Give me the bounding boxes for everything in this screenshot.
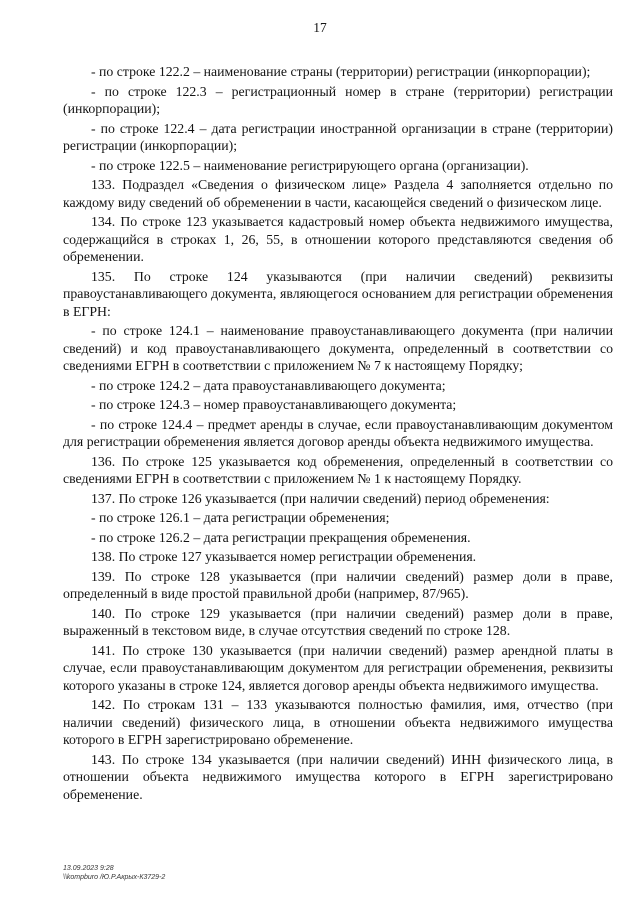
paragraph-124-2: - по строке 124.2 – дата правоустанавливающего документа; bbox=[91, 377, 446, 393]
print-timestamp: 13.09.2023 9:28 bbox=[63, 865, 114, 872]
paragraph-143: 143. По строке 134 указывается (при наличии сведений) ИНН физического лица, в отношении объекта недвижимого имущества которого в ЕГРН зарегистрировано обременение. bbox=[63, 751, 613, 802]
paragraph-134: 134. По строке 123 указывается кадастровый номер объекта недвижимого имущества, содержащийся в строках 1, 26, 55, в отношении которого представляются сведения об обременении. bbox=[63, 214, 613, 264]
paragraph-124-4: - по строке 124.4 – предмет аренды в случае, если правоустанавливающим документом для регистрации обременения является договор аренды объекта недвижимого имущества. bbox=[63, 416, 613, 449]
paragraph-122-5: - по строке 122.5 – наименование регистрирующего органа (организации). bbox=[91, 157, 529, 173]
document-body bbox=[63, 63, 613, 805]
paragraph-136: 136. По строке 125 указывается код обременения, определенный в соответствии со сведениями ЕГРН в соответствии с приложением № 1 к настоящему Порядку. bbox=[63, 453, 613, 486]
paragraph-126-1: - по строке 126.1 – дата регистрации обременения; bbox=[91, 510, 390, 525]
paragraph-124-1: - по строке 124.1 – наименование правоустанавливающего документа (при наличии сведений) и код правоустанавливающего документа, определенный в соответствии со сведениями ЕГРН в соответствии с приложением № 7 к настоящему Порядку; bbox=[63, 323, 613, 373]
paragraph-126-2: - по строке 126.2 – дата регистрации прекращения обременения. bbox=[91, 529, 471, 545]
paragraph-122-3: - по строке 122.3 – регистрационный номер в стране (территории) регистрации (инкорпорации); bbox=[63, 83, 613, 116]
paragraph-139: 139. По строке 128 указывается (при наличии сведений) размер доли в праве, определенный в виде простой правильной дроби (например, 87/965). bbox=[63, 568, 613, 601]
paragraph-141: 141. По строке 130 указывается (при наличии сведений) размер арендной платы в случае, если правоустанавливающим документом для регистрации обременения, реквизиты которого указаны в строке 124, является договор аренды объекта недвижимого имущества. bbox=[63, 642, 613, 693]
paragraph-140: 140. По строке 129 указывается (при наличии сведений) размер доли в праве, выраженный в текстовом виде, в случае отсутствия сведений по строке 128. bbox=[63, 605, 613, 638]
print-file-path: \\kompburo /Ю.Р.Акрых-К3729-2 bbox=[63, 874, 166, 881]
paragraph-122-4: - по строке 122.4 – дата регистрации иностранной организации в стране (территории) регистрации (инкорпорации); bbox=[63, 120, 613, 153]
page-number: 17 bbox=[313, 20, 327, 35]
paragraph-135: 135. По строке 124 указываются (при наличии сведений) реквизиты правоустанавливающего документа, являющегося основанием для регистрации обременения в ЕГРН: bbox=[63, 268, 613, 319]
paragraph-133: 133. Подраздел «Сведения о физическом лице» Раздела 4 заполняется отдельно по каждому виду сведений об обременении в части, касающейся сведений о физическом лице. bbox=[63, 177, 613, 210]
print-stamp bbox=[63, 864, 165, 882]
paragraph-138: 138. По строке 127 указывается номер регистрации обременения. bbox=[91, 549, 477, 564]
paragraph-124-3: - по строке 124.3 – номер правоустанавливающего документа; bbox=[91, 397, 457, 412]
paragraph-137: 137. По строке 126 указывается (при наличии сведений) период обременения: bbox=[91, 490, 550, 506]
paragraph-142: 142. По строкам 131 – 133 указываются полностью фамилия, имя, отчество (при наличии сведений) физического лица, в отношении объекта недвижимого имущества которого в ЕГРН зарегистрировано обременение. bbox=[63, 697, 613, 747]
paragraph-122-2: - по строке 122.2 – наименование страны (территории) регистрации (инкорпорации); bbox=[91, 64, 591, 79]
